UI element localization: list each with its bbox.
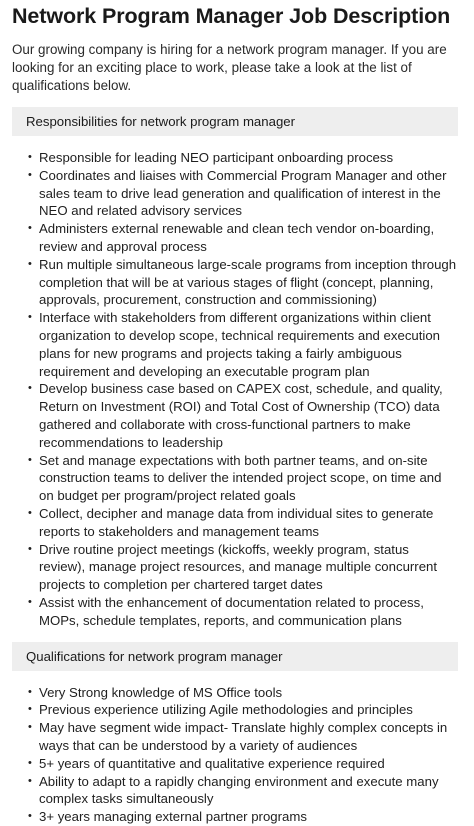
list-item: [28, 452, 458, 505]
list-item: [28, 755, 458, 773]
bullet-icon: •: [28, 774, 32, 787]
bullet-icon: •: [28, 168, 32, 181]
list-item: [28, 719, 458, 755]
bullet-icon: •: [28, 453, 32, 466]
bullet-icon: •: [28, 257, 32, 270]
list-item: [28, 256, 458, 309]
page-title: Network Program Manager Job Description: [12, 4, 451, 28]
list-item: [28, 505, 458, 541]
bullet-icon: •: [28, 506, 32, 519]
list-item-text: Drive routine project meetings (kickoffs, weekly program, status review), manage project resources, and manage multiple concurrent projects to completion per chartered target dates: [39, 541, 438, 593]
list-item: [28, 167, 458, 220]
bullet-icon: •: [28, 595, 32, 608]
list-item: [28, 220, 458, 256]
list-item: [28, 684, 458, 702]
qualifications-section-header: Qualifications for network program manager: [12, 642, 458, 671]
list-item-text: Run multiple simultaneous large-scale programs from inception through completion that will be at various stages of flight (concept, planning, approvals, procurement, construction and commissioning): [39, 256, 457, 308]
qualifications-list: [12, 684, 458, 826]
list-item-text: Collect, decipher and manage data from individual sites to generate reports to stakeholders and management teams: [39, 505, 434, 539]
list-item: [28, 594, 458, 630]
bullet-icon: •: [28, 151, 32, 163]
list-item-text: 3+ years managing external partner programs: [39, 809, 307, 825]
list-item: [28, 149, 458, 167]
intro-paragraph: Our growing company is hiring for a network program manager. If you are looking for an exciting place to work, please take a look at the list of qualifications below.: [12, 42, 447, 93]
list-item-text: 5+ years of quantitative and qualitative experience required: [39, 755, 385, 771]
list-item-text: Develop business case based on CAPEX cost, schedule, and quality, Return on Investment (ROI) and Total Cost of Ownership (TCO) data gathered and collaborate with cross-functional partners to make recommendations to leadership: [39, 381, 443, 450]
list-item-text: Very Strong knowledge of MS Office tools: [39, 684, 283, 700]
bullet-icon: •: [28, 810, 32, 823]
list-item: [28, 773, 458, 809]
responsibilities-section-header: Responsibilities for network program manager: [12, 107, 458, 136]
responsibilities-list: [12, 149, 458, 630]
bullet-icon: •: [28, 382, 32, 395]
bullet-icon: •: [28, 685, 32, 698]
bullet-icon: •: [28, 311, 32, 324]
list-item-text: Previous experience utilizing Agile methodologies and principles: [39, 702, 413, 718]
list-item-text: Set and manage expectations with both partner teams, and on-site construction teams to deliver the intended project scope, on time and on budget per program/project related goals: [39, 452, 442, 504]
list-item-text: Interface with stakeholders from different organizations within client organization to develop scope, technical requirements and execution plans for new programs and projects taking a fairly ambiguous requirement and developing an executable program plan: [39, 310, 441, 379]
bullet-icon: •: [28, 542, 32, 555]
list-item-text: Assist with the enhancement of documentation related to process, MOPs, schedule templates, reports, and communication plans: [39, 594, 424, 628]
list-item: [28, 380, 458, 451]
bullet-icon: •: [28, 703, 32, 716]
list-item-text: May have segment wide impact- Translate highly complex concepts in ways that can be understood by a variety of audiences: [39, 720, 448, 753]
list-item-text: Ability to adapt to a rapidly changing environment and execute many complex tasks simultaneously: [39, 773, 439, 807]
bullet-icon: •: [28, 222, 32, 235]
list-item-text: Responsible for leading NEO participant onboarding process: [39, 150, 394, 165]
list-item: [28, 309, 458, 380]
bullet-icon: •: [28, 756, 32, 769]
list-item-text: Administers external renewable and clean tech vendor on-boarding, review and approval process: [39, 221, 435, 254]
list-item-text: Coordinates and liaises with Commercial Program Manager and other sales team to drive lead generation and qualification of interest in the NEO and related advisory services: [39, 167, 447, 219]
list-item: [28, 701, 458, 719]
list-item: [28, 541, 458, 594]
bullet-icon: •: [28, 721, 32, 734]
list-item: [28, 808, 458, 826]
